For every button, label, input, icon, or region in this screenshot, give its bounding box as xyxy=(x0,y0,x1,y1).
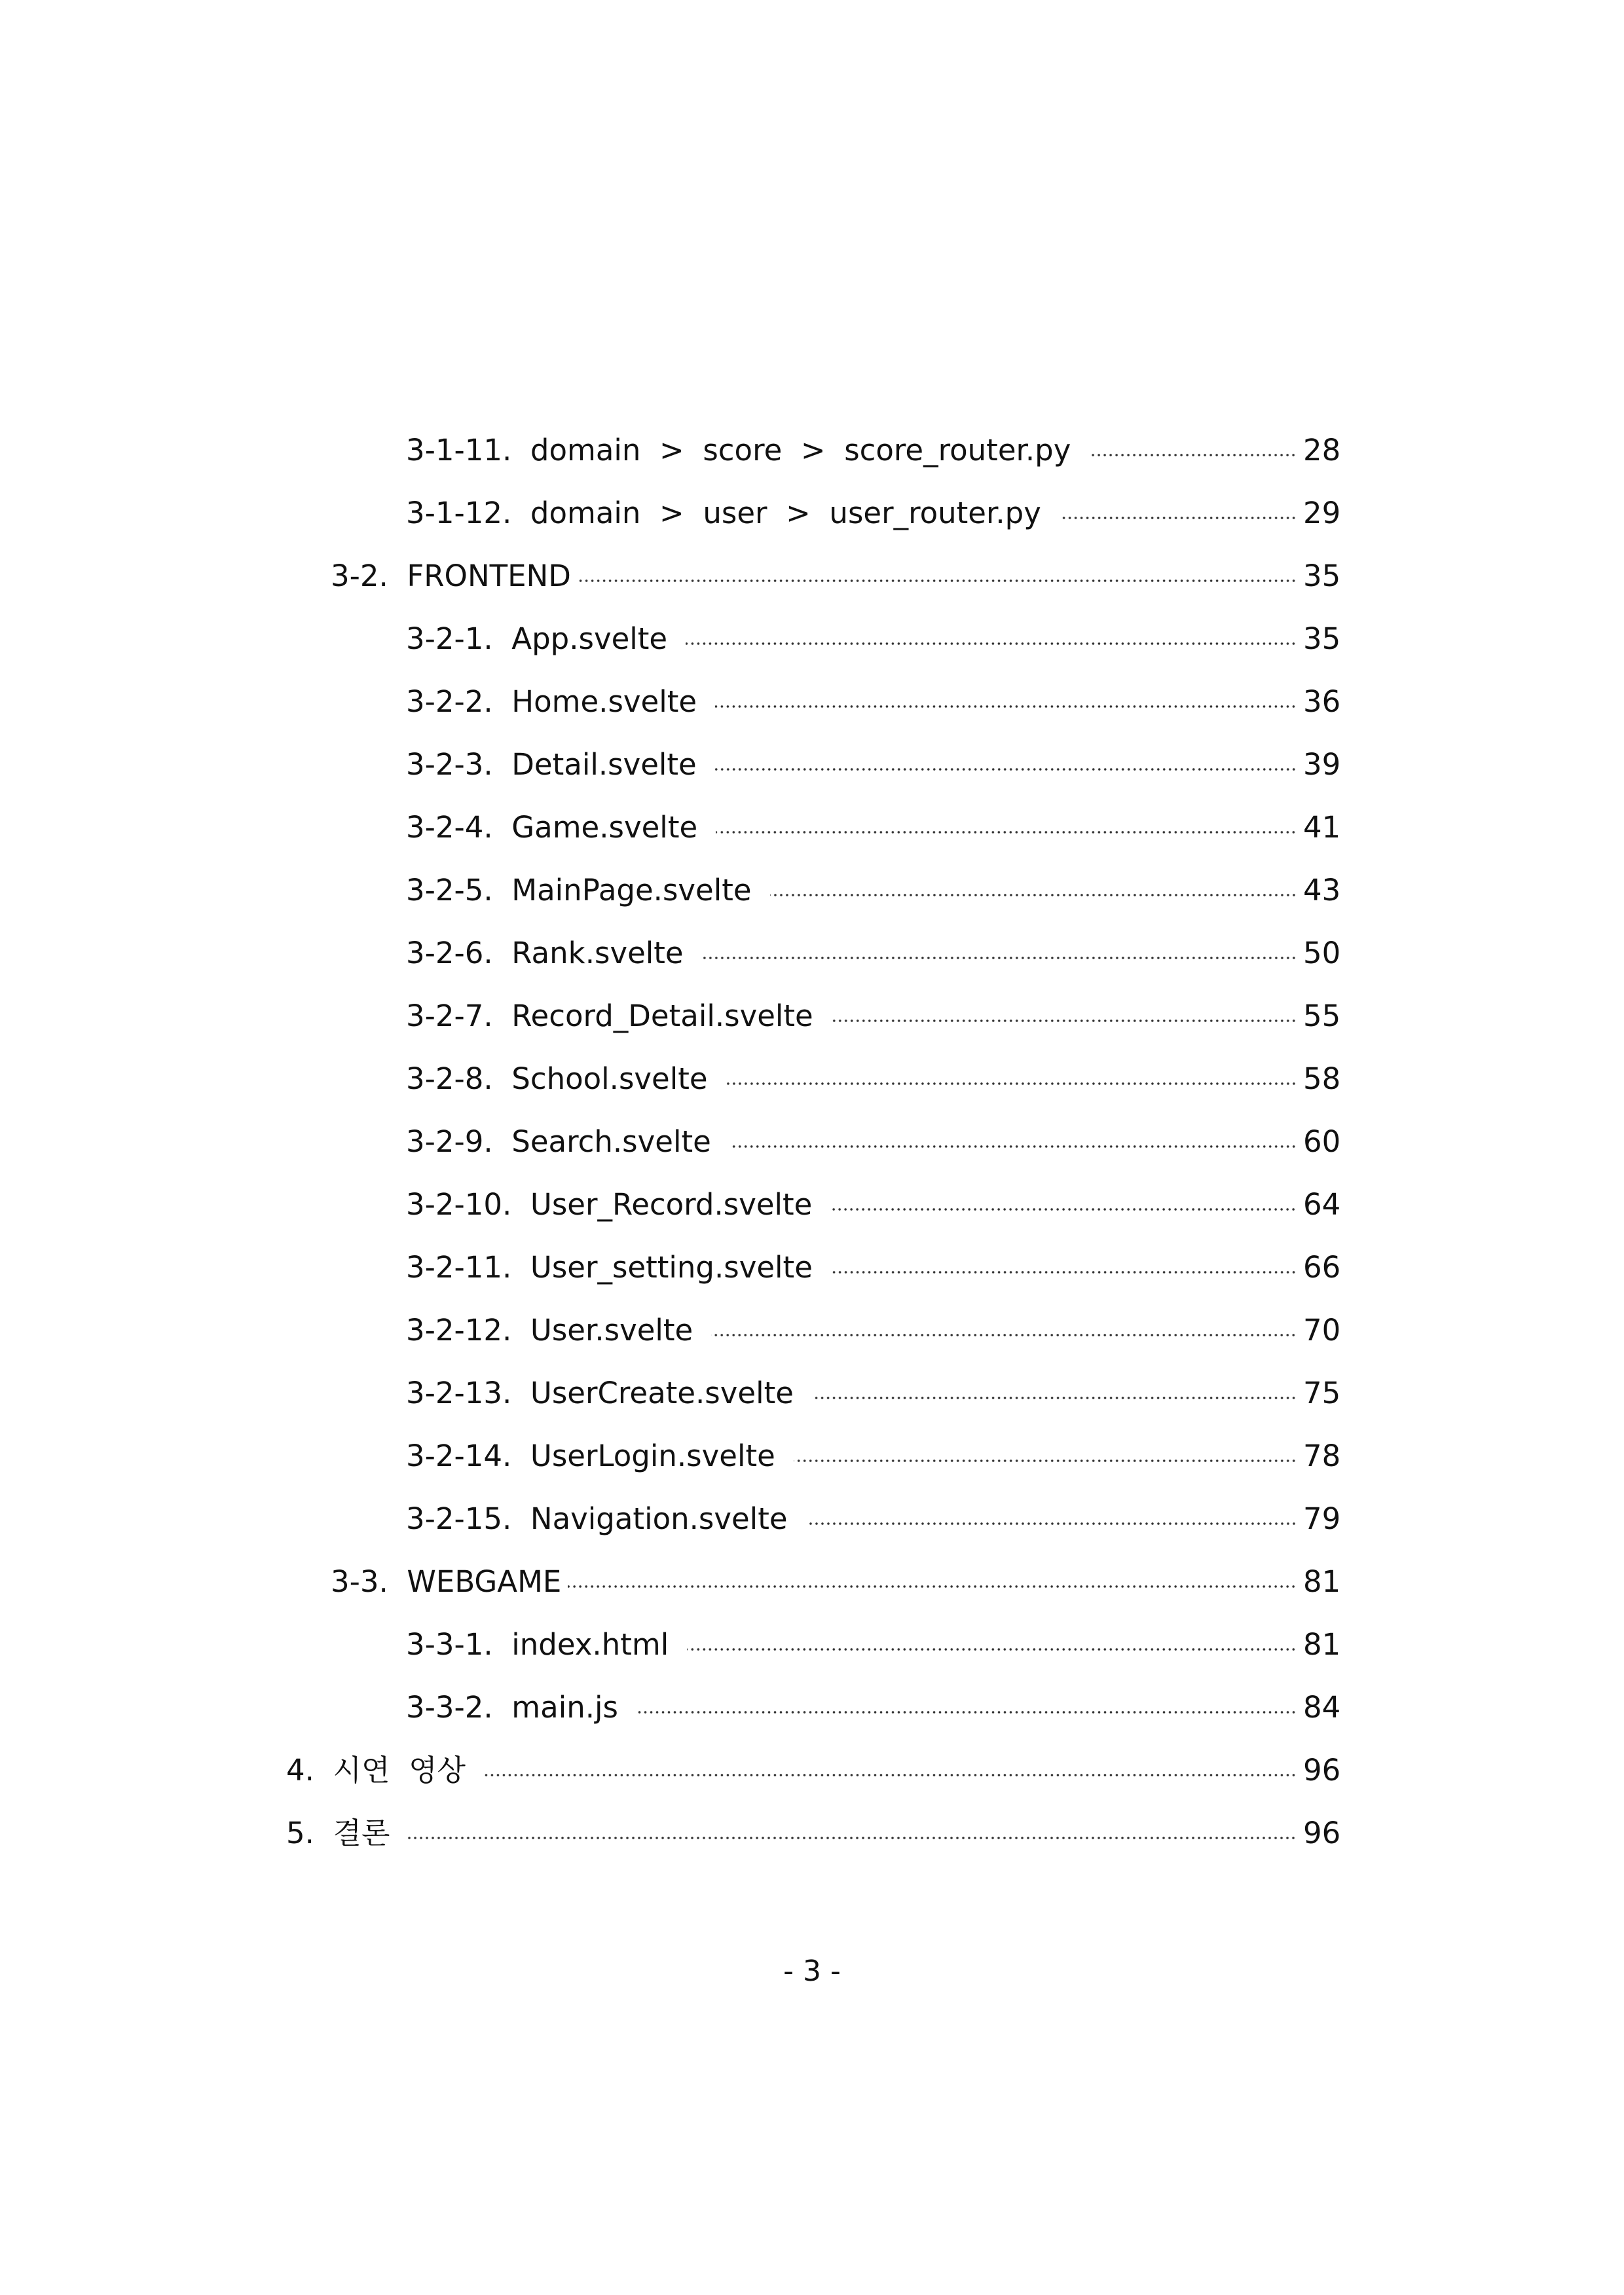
dot-leader xyxy=(812,1397,1297,1399)
toc-entry-label: 3-2-1. App.svelte xyxy=(406,621,668,656)
toc-entry-page: 81 xyxy=(1303,1564,1341,1599)
dot-leader xyxy=(770,894,1297,896)
toc-entry-page: 36 xyxy=(1303,684,1341,719)
toc-entry-label: 3-1-11. domain > score > score_router.py xyxy=(406,433,1071,468)
toc-entry-label: 3-2-4. Game.svelte xyxy=(406,810,698,845)
toc-entry-page: 35 xyxy=(1303,559,1341,593)
dot-leader xyxy=(686,642,1297,645)
toc-entry[interactable] xyxy=(0,1362,1340,1425)
toc-entry-label: 3-2. FRONTEND xyxy=(331,559,571,593)
toc-entry[interactable] xyxy=(0,922,1340,985)
toc-entry-page: 81 xyxy=(1303,1627,1341,1662)
dot-leader xyxy=(794,1460,1297,1462)
table-of-contents xyxy=(0,419,1624,1865)
toc-entry-page: 35 xyxy=(1303,621,1341,656)
toc-entry[interactable] xyxy=(0,670,1340,733)
toc-chapter-demo-video[interactable] xyxy=(0,1739,1340,1802)
toc-entry-label: 3-2-6. Rank.svelte xyxy=(406,936,684,970)
toc-entry-page: 41 xyxy=(1303,810,1341,845)
toc-entry-label: 3-2-2. Home.svelte xyxy=(406,684,697,719)
dot-leader xyxy=(716,831,1297,834)
dot-leader xyxy=(715,705,1297,708)
toc-entry[interactable] xyxy=(0,1676,1340,1739)
dot-leader xyxy=(1089,454,1297,456)
toc-entry-page: 55 xyxy=(1303,999,1341,1033)
dot-leader xyxy=(702,957,1297,959)
toc-entry-label: 3-2-10. User_Record.svelte xyxy=(406,1187,813,1222)
dot-leader xyxy=(687,1648,1297,1651)
toc-entry-page: 96 xyxy=(1303,1753,1341,1788)
toc-entry-page: 66 xyxy=(1303,1250,1341,1285)
toc-entry-label: 3-2-14. UserLogin.svelte xyxy=(406,1439,775,1473)
dot-leader xyxy=(568,1585,1297,1588)
toc-entry[interactable] xyxy=(0,1111,1340,1173)
toc-entry[interactable] xyxy=(0,859,1340,922)
toc-entry-page: 43 xyxy=(1303,873,1341,908)
toc-entry-page: 70 xyxy=(1303,1313,1341,1348)
toc-entry-label: 3-2-11. User_setting.svelte xyxy=(406,1250,813,1285)
toc-entry-label: 3-3-1. index.html xyxy=(406,1627,669,1662)
toc-entry-label: 4. 시연 영상 xyxy=(286,1753,466,1788)
toc-entry-label: 3-1-12. domain > user > user_router.py xyxy=(406,496,1041,530)
toc-entry-page: 29 xyxy=(1303,496,1341,530)
toc-entry-page: 78 xyxy=(1303,1439,1341,1473)
toc-entry-page: 75 xyxy=(1303,1376,1341,1410)
toc-entry[interactable] xyxy=(0,1425,1340,1488)
toc-chapter-conclusion[interactable] xyxy=(0,1802,1340,1865)
dot-leader xyxy=(830,1208,1297,1211)
toc-entry[interactable] xyxy=(0,796,1340,859)
toc-section-frontend[interactable] xyxy=(0,545,1340,608)
dot-leader xyxy=(832,1019,1297,1022)
toc-entry-page: 60 xyxy=(1303,1124,1341,1159)
dot-leader xyxy=(578,579,1297,582)
dot-leader xyxy=(726,1082,1297,1085)
toc-entry-page: 50 xyxy=(1303,936,1341,970)
toc-entry-label: 3-2-12. User.svelte xyxy=(406,1313,693,1348)
dot-leader xyxy=(408,1837,1297,1839)
toc-entry-label: 3-2-9. Search.svelte xyxy=(406,1124,711,1159)
toc-entry-label: 5. 결론 xyxy=(286,1816,390,1850)
toc-entry[interactable] xyxy=(0,608,1340,670)
dot-leader xyxy=(806,1522,1297,1525)
toc-entry-label: 3-2-3. Detail.svelte xyxy=(406,747,697,782)
toc-entry-page: 84 xyxy=(1303,1690,1341,1725)
toc-entry-label: 3-2-8. School.svelte xyxy=(406,1061,708,1096)
toc-entry-page: 58 xyxy=(1303,1061,1341,1096)
toc-entry-page: 79 xyxy=(1303,1501,1341,1536)
toc-entry-label: 3-3. WEBGAME xyxy=(331,1564,562,1599)
toc-entry-page: 64 xyxy=(1303,1187,1341,1222)
toc-entry[interactable] xyxy=(0,482,1340,545)
toc-entry[interactable] xyxy=(0,985,1340,1048)
toc-entry[interactable] xyxy=(0,1236,1340,1299)
toc-entry-page: 96 xyxy=(1303,1816,1341,1850)
dot-leader xyxy=(637,1711,1297,1714)
toc-entry[interactable] xyxy=(0,419,1340,482)
dot-leader xyxy=(729,1145,1297,1148)
dot-leader xyxy=(715,768,1297,771)
toc-entry-label: 3-2-5. MainPage.svelte xyxy=(406,873,752,908)
dot-leader xyxy=(1060,517,1297,519)
toc-entry[interactable] xyxy=(0,1299,1340,1362)
toc-entry[interactable] xyxy=(0,1048,1340,1111)
toc-entry-page: 28 xyxy=(1303,433,1341,468)
toc-entry[interactable] xyxy=(0,1488,1340,1551)
toc-entry[interactable] xyxy=(0,1173,1340,1236)
toc-entry[interactable] xyxy=(0,733,1340,796)
toc-entry-page: 39 xyxy=(1303,747,1341,782)
dot-leader xyxy=(711,1334,1297,1336)
toc-entry[interactable] xyxy=(0,1613,1340,1676)
toc-section-webgame[interactable] xyxy=(0,1551,1340,1613)
toc-entry-label: 3-2-13. UserCreate.svelte xyxy=(406,1376,794,1410)
toc-entry-label: 3-2-15. Navigation.svelte xyxy=(406,1501,788,1536)
dot-leader xyxy=(831,1271,1297,1274)
toc-entry-label: 3-3-2. main.js xyxy=(406,1690,618,1725)
page-number-footer: - 3 - xyxy=(783,1955,841,1988)
toc-entry-label: 3-2-7. Record_Detail.svelte xyxy=(406,999,813,1033)
dot-leader xyxy=(484,1774,1297,1776)
